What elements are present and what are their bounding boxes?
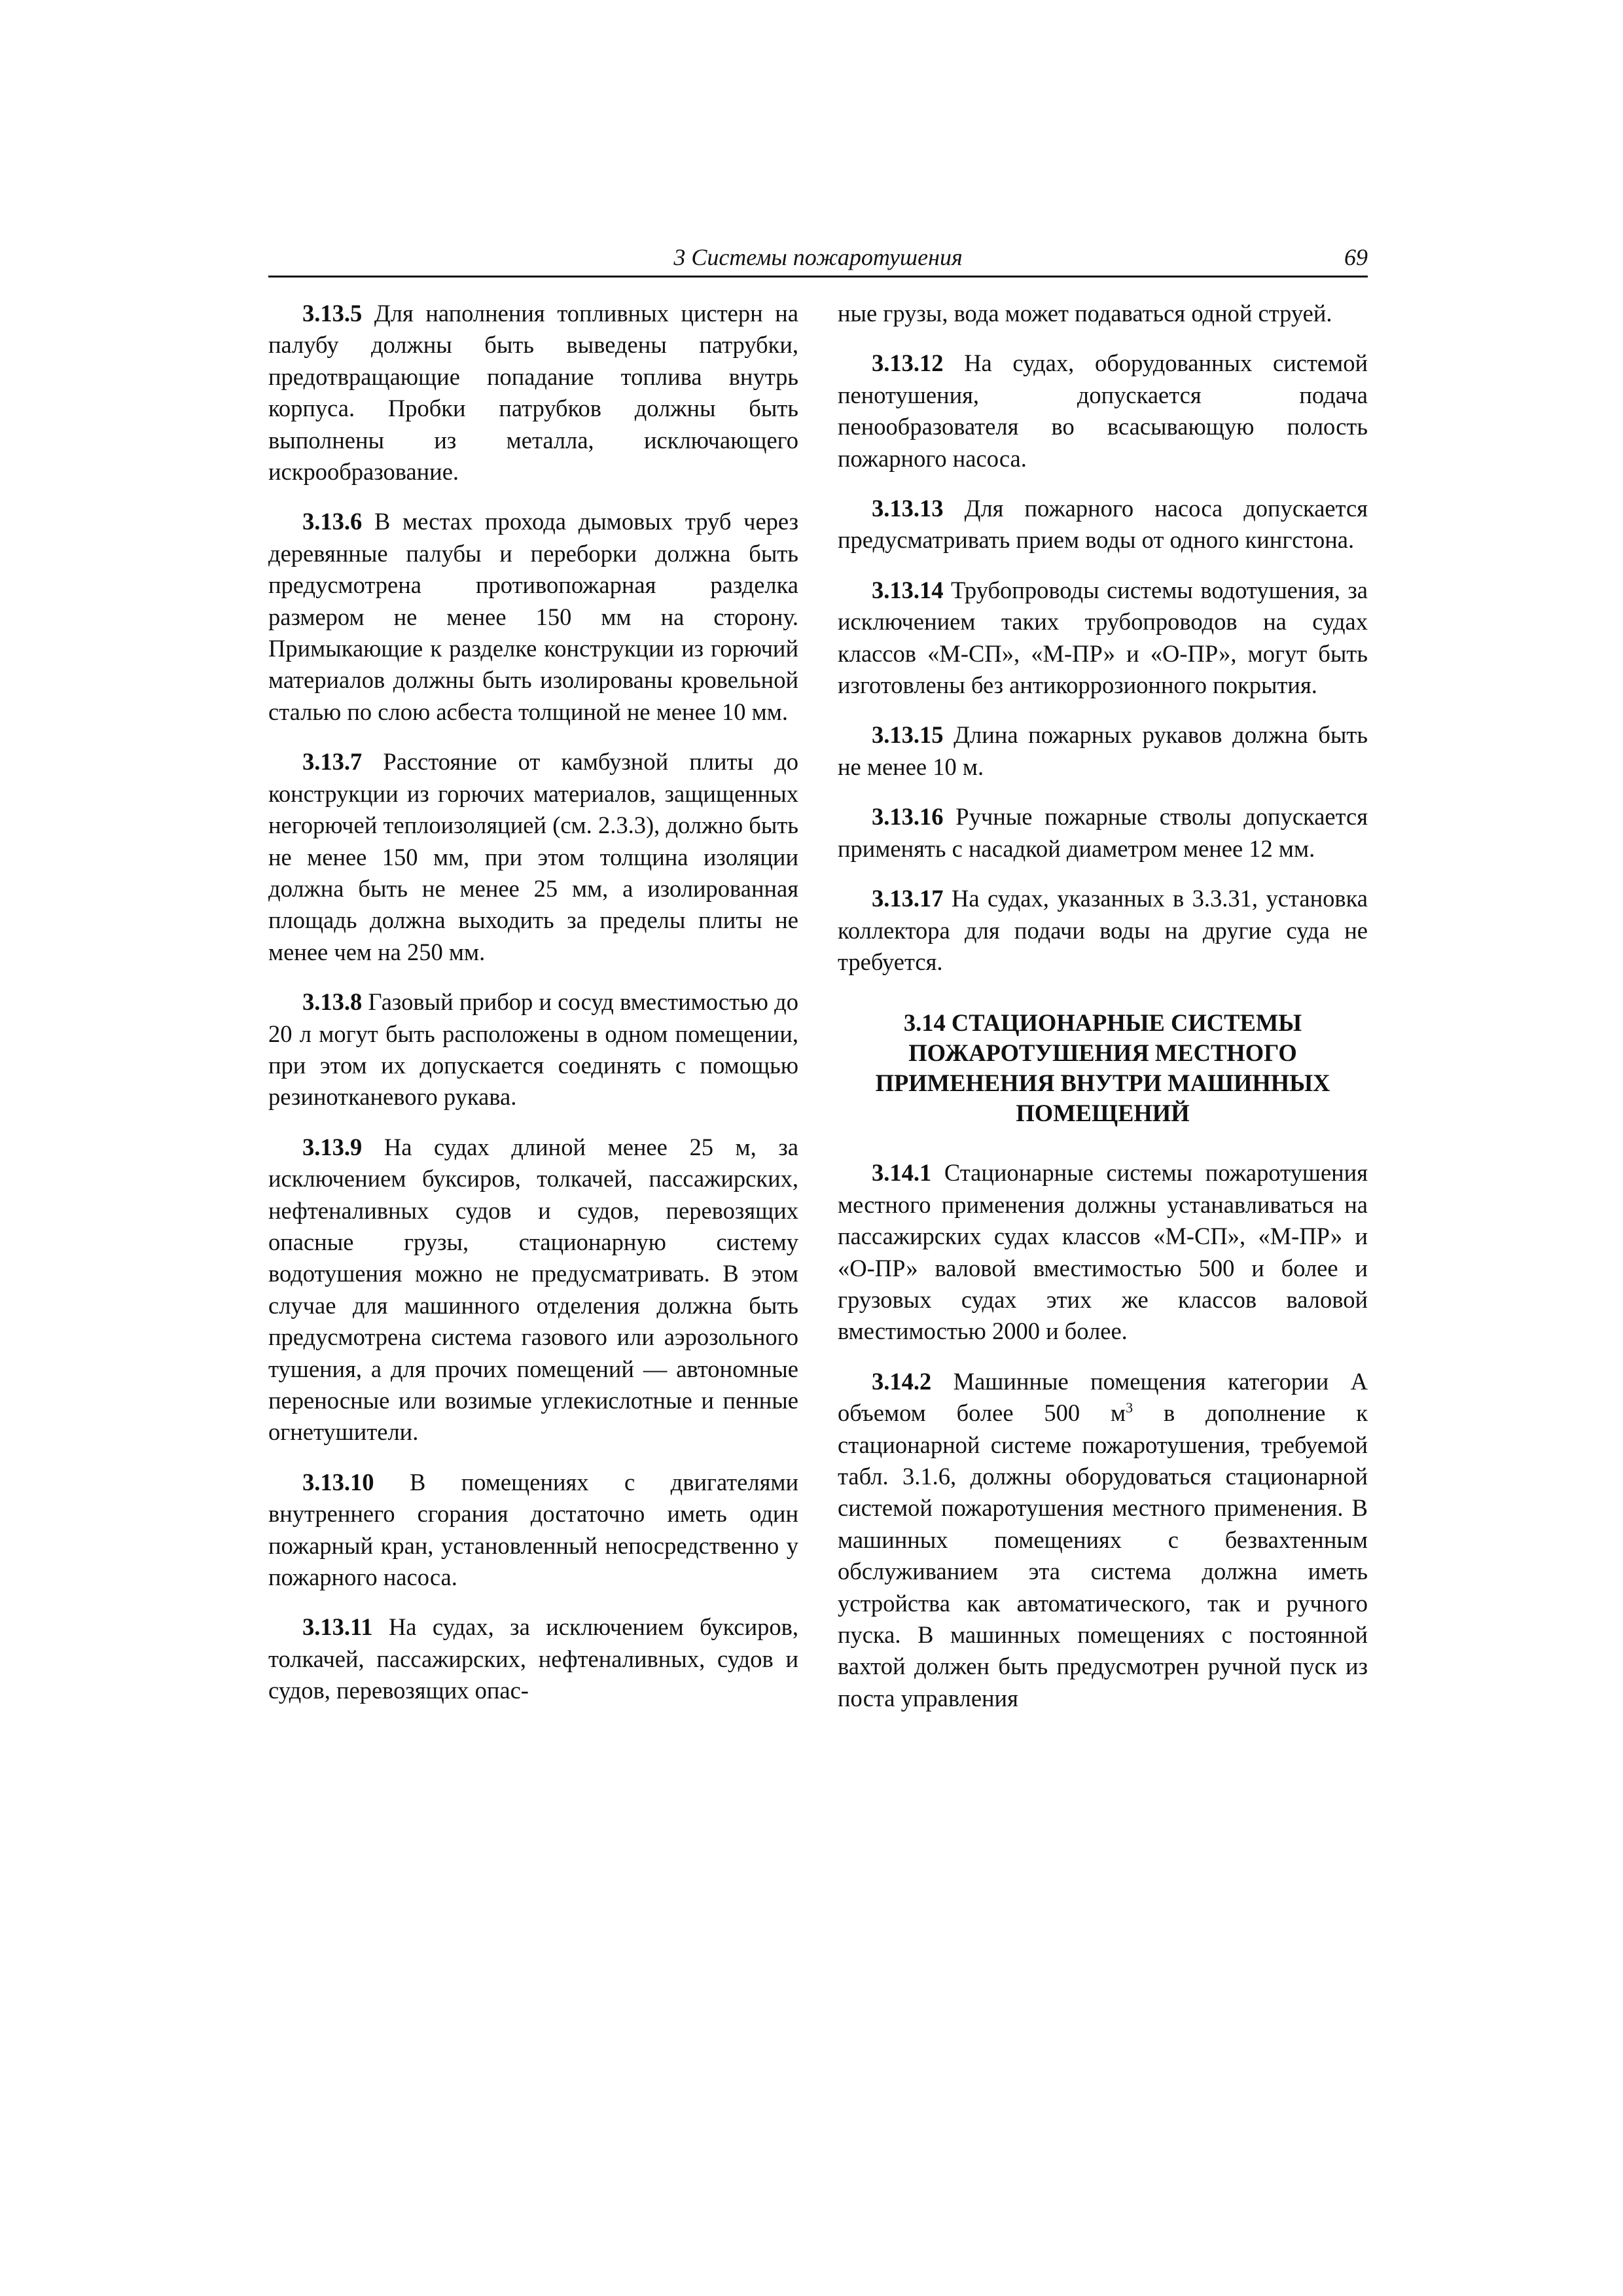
paragraph-text: Машинные помещения категории А объемом более 500 м <box>838 1367 1368 1427</box>
paragraph-text: Ручные пожарные стволы допускается применять с насадкой диаметром менее 12 мм. <box>838 803 1368 862</box>
paragraph-continuation: ные грузы, вода может подаваться одной струей. <box>838 300 1332 327</box>
section-heading-line: 3.14 СТАЦИОНАРНЫЕ СИСТЕМЫ <box>903 1009 1302 1037</box>
paragraph-3-13-8 <box>268 986 798 1113</box>
paragraph-text: В местах прохода дымовых труб через деревянные палубы и переборки должна быть предусмотрена противопожарная разделка размером не менее 150 мм на сторону. Примыкающие к разделке конструкции из горючий материалов должны быть изолированы кровельной сталью по слою асбеста толщиной не менее 10 мм. <box>268 508 798 725</box>
right-column <box>838 298 1368 1714</box>
paragraph-3-13-11 <box>268 1611 798 1706</box>
paragraph-3-13-15 <box>838 719 1368 783</box>
paragraph-text: На судах, указанных в 3.3.31, установка коллектора для подачи воды на другие суда не требуется. <box>838 885 1368 975</box>
left-column <box>268 298 798 1707</box>
paragraph-number: 3.13.16 <box>872 803 944 831</box>
paragraph-number: 3.13.17 <box>872 885 944 912</box>
page-number: 69 <box>1344 244 1368 270</box>
paragraph-number: 3.13.8 <box>302 988 363 1016</box>
paragraph-3-13-14 <box>838 575 1368 702</box>
paragraph-number: 3.13.7 <box>302 748 363 776</box>
paragraph-3-13-7 <box>268 746 798 968</box>
paragraph-text: Для наполнения топливных цистерн на палубу должны быть выведены патрубки, предотвращающие попадание топлива внутрь корпуса. Пробки патрубков должны быть выполнены из металла, исключающего искрообразование. <box>268 300 799 486</box>
paragraph-3-13-12 <box>838 348 1368 475</box>
paragraph-number: 3.13.12 <box>872 350 944 377</box>
running-header <box>268 239 1368 278</box>
section-heading-line: ПРИМЕНЕНИЯ ВНУТРИ МАШИННЫХ <box>875 1069 1330 1097</box>
superscript-cubic: 3 <box>1126 1399 1133 1416</box>
paragraph-text: Газовый прибор и сосуд вместимостью до 20 л могут быть расположены в одном помещении, при этом их допускается соединять с помощью резинотканевого рукава. <box>268 988 799 1111</box>
paragraph-number: 3.13.11 <box>302 1613 373 1641</box>
paragraph-text: В помещениях с двигателями внутреннего сгорания достаточно иметь один пожарный кран, установленный непосредственно у пожарного насоса. <box>268 1468 798 1591</box>
paragraph-3-14-1 <box>838 1157 1368 1347</box>
paragraph-number: 3.13.5 <box>302 300 363 327</box>
paragraph-text: Стационарные системы пожаротушения местного применения должны устанавливаться на пассажирских судах классов «М-СП», «М-ПР» и «О-ПР» валовой вместимостью 500 и более и грузовых судах этих же классов валовой вместимостью 2000 и более. <box>838 1159 1368 1345</box>
paragraph-3-14-2 <box>838 1366 1368 1714</box>
paragraph-text: Трубопроводы системы водотушения, за исключением таких трубопроводов на судах классов «М-СП», «М-ПР» и «О-ПР», могут быть изготовлены без антикоррозионного покрытия. <box>838 576 1368 699</box>
paragraph-text: На судах длиной менее 25 м, за исключением буксиров, толкачей, пассажирских, нефтеналивных судов и судов, перевозящих опасные грузы, стационарную систему водотушения можно не предусматривать. В этом случае для машинного отделения должна быть предусмотрена система газового или аэрозольного тушения, а для прочих помещений — автономные переносные или возимые углекислотные и пенные огнетушители. <box>268 1133 799 1446</box>
running-title: 3 Системы пожаротушения <box>673 244 963 270</box>
paragraph-number: 3.13.14 <box>872 576 944 603</box>
paragraph-3-13-9 <box>268 1132 798 1448</box>
paragraph-3-13-17 <box>838 883 1368 978</box>
paragraph-text: Расстояние от камбузной плиты до конструкции из горючих материалов, защищенных негорючей теплоизоляцией (см. 2.3.3), должно быть не менее 150 мм, при этом толщина изоляции должна быть не менее 25 мм, а изолированная площадь должна выходить за пределы плиты не менее чем на 250 мм. <box>268 748 799 965</box>
paragraph-number: 3.13.9 <box>302 1133 363 1160</box>
paragraph-3-13-16 <box>838 801 1368 865</box>
paragraph-text: На судах, оборудованных системой пенотушения, допускается подача пенообразователя во всасывающую полость пожарного насоса. <box>838 350 1368 472</box>
paragraph-text-continued: в дополнение к стационарной системе пожаротушения, требуемой табл. 3.1.6, должны оборудоваться стационарной системой пожаротушения местного применения. В машинных помещениях с безвахтенным обслуживанием эта система должна иметь устройства как автоматического, так и ручного пуска. В машинных помещениях с постоянной вахтой должен быть предусмотрен ручной пуск из поста управления <box>838 1399 1368 1712</box>
paragraph-text: Длина пожарных рукавов должна быть не менее 10 м. <box>838 721 1368 780</box>
section-heading-line: ПОМЕЩЕНИЙ <box>1016 1100 1190 1127</box>
paragraph-number: 3.13.13 <box>872 495 944 522</box>
paragraph-number: 3.13.15 <box>872 721 944 749</box>
section-heading-line: ПОЖАРОТУШЕНИЯ МЕСТНОГО <box>908 1039 1297 1067</box>
paragraph-number: 3.14.2 <box>872 1367 932 1395</box>
paragraph-3-13-13 <box>838 493 1368 556</box>
section-heading-3-14 <box>838 1008 1368 1128</box>
paragraph-number: 3.13.10 <box>302 1468 374 1496</box>
paragraph-3-13-5 <box>268 298 798 488</box>
paragraph-number: 3.14.1 <box>872 1159 932 1187</box>
paragraph-text: На судах, за исключением буксиров, толкачей, пассажирских, нефтеналивных, судов и судов, перевозящих опас- <box>268 1613 798 1704</box>
paragraph-number: 3.13.6 <box>302 508 363 535</box>
paragraph-text: Для пожарного насоса допускается предусматривать прием воды от одного кингстона. <box>838 495 1368 554</box>
paragraph-3-13-6 <box>268 506 798 728</box>
paragraph-3-13-10 <box>268 1467 798 1594</box>
